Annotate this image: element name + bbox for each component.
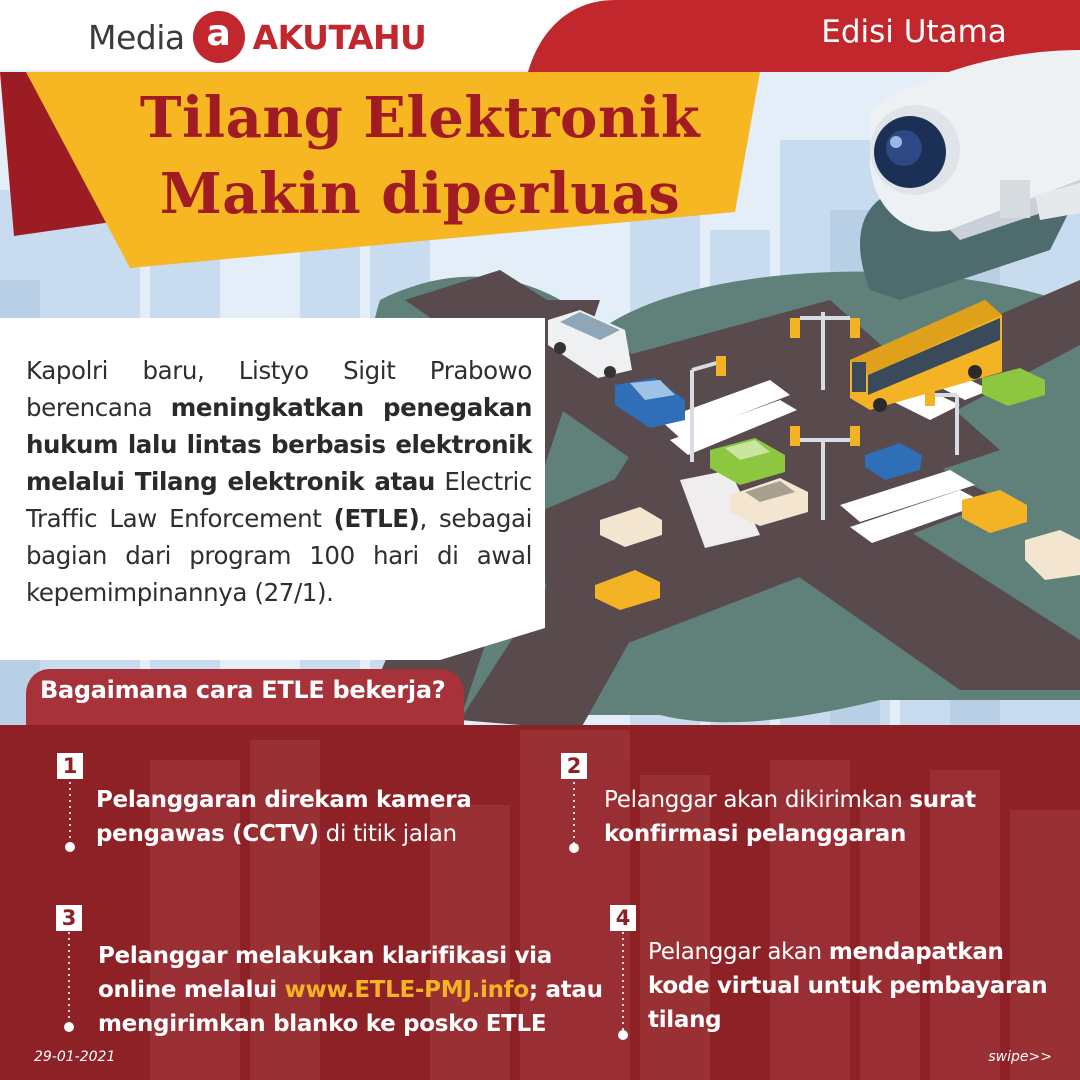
- step-3-bold-1: Pelanggar melakukan klarifikasi via online melalui: [98, 943, 552, 1003]
- brand-logo-icon: a: [193, 11, 245, 63]
- title-line-2: Makin diperluas: [159, 161, 681, 227]
- brand-prefix: Media: [88, 17, 185, 57]
- step-4-bold: mendapatkan kode virtual untuk pembayaran tilang: [648, 939, 1048, 1033]
- intro-text-3: , sebagai bagian dari program 100 hari di awal kepemimpinannya (27/1).: [26, 504, 532, 607]
- title-line-1: Tilang Elektronik: [139, 85, 701, 151]
- step-1-text: [96, 783, 516, 851]
- intro-text-2: Electric Traffic Law Enforcement: [26, 467, 532, 533]
- step-number-4: 4: [610, 905, 636, 931]
- step-2-bold: surat konfirmasi pelanggaran: [604, 787, 976, 847]
- step-2-text: [604, 783, 1034, 851]
- intro-text-1: Kapolri baru, Listyo Sigit Prabowo berencana: [26, 356, 532, 422]
- section-question: Bagaimana cara ETLE bekerja?: [40, 676, 446, 704]
- step-2-plain: Pelanggar akan dikirimkan: [604, 787, 910, 813]
- etle-website-link[interactable]: www.ETLE-PMJ.info: [284, 977, 529, 1003]
- intro-paragraph: [26, 352, 532, 611]
- step-number-2: 2: [561, 753, 587, 779]
- step-4-plain: Pelanggar akan: [648, 939, 829, 965]
- step-number-3: 3: [56, 905, 82, 931]
- swipe-hint[interactable]: swipe>>: [988, 1049, 1052, 1065]
- brand-name: AKUTAHU: [252, 17, 427, 57]
- brand-logo: [88, 10, 426, 64]
- step-number-1: 1: [57, 753, 83, 779]
- intro-bold-1: meningkatkan penegakan hukum lalu lintas berbasis elektronik melalui Tilang elektronik atau: [26, 393, 532, 496]
- step-1-rest: di titik jalan: [318, 821, 457, 847]
- edition-label: Edisi Utama: [821, 14, 1007, 50]
- step-3-bold-2: ; atau mengirimkan blanko ke posko ETLE: [98, 977, 603, 1037]
- publish-date: 29-01-2021: [34, 1049, 116, 1065]
- step-4-text: [648, 935, 1058, 1037]
- page-title: [70, 80, 770, 232]
- step-3-text: [98, 939, 608, 1041]
- step-1-bold: Pelanggaran direkam kamera pengawas (CCTV): [96, 787, 472, 847]
- intro-bold-2: (ETLE): [333, 504, 420, 533]
